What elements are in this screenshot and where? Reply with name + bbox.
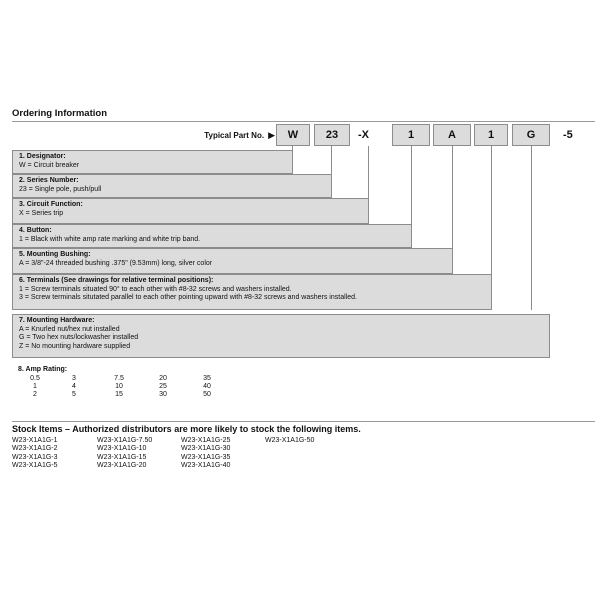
amp-rating-table xyxy=(18,375,230,399)
amp-value: 35 xyxy=(203,374,211,382)
terminals-row xyxy=(12,274,492,310)
stock-item: W23-X1A1G-30 xyxy=(181,445,231,453)
part-segment-amp: -5 xyxy=(563,129,573,141)
connector-line xyxy=(411,146,412,224)
designator-row xyxy=(12,150,293,174)
part-segment-bushing: A xyxy=(433,124,471,146)
part-segment-series: 23 xyxy=(314,124,350,146)
row-line: 23 = Single pole, push/pull xyxy=(19,185,102,193)
part-segment-designator: W xyxy=(276,124,310,146)
amp-value: 5 xyxy=(72,390,76,398)
part-segment-hardware: G xyxy=(512,124,550,146)
row-heading: 6. Terminals (See drawings for relative terminal positions): xyxy=(19,277,214,284)
amp-value: 3 xyxy=(72,374,76,382)
row-heading: 7. Mounting Hardware: xyxy=(19,317,95,324)
typical-part-label xyxy=(150,124,275,146)
amp-rating-heading: 8. Amp Rating: xyxy=(18,366,68,373)
section-title: Ordering Information xyxy=(12,108,107,119)
connector-line xyxy=(491,146,492,274)
circuit-function-row xyxy=(12,198,369,224)
stock-column xyxy=(265,437,314,445)
mounting-hardware-row xyxy=(12,314,550,358)
stock-column xyxy=(181,437,230,471)
right-arrow-icon: ▶ xyxy=(268,129,275,140)
typical-part-text: Typical Part No. xyxy=(204,130,265,140)
stock-item: W23-X1A1G-15 xyxy=(97,453,147,461)
row-line: Z = No mounting hardware supplied xyxy=(19,342,131,350)
stock-item: W23-X1A1G-50 xyxy=(265,437,315,444)
stock-item: W23-X1A1G-2 xyxy=(12,445,58,453)
mounting-bushing-row xyxy=(12,248,453,274)
stock-item: W23-X1A1G-1 xyxy=(12,437,58,444)
stock-title: Stock Items – Authorized distributors are more likely to stock the following items. xyxy=(12,424,361,434)
amp-row xyxy=(18,375,230,383)
button-row xyxy=(12,224,412,248)
connector-line xyxy=(452,146,453,248)
connector-line xyxy=(331,146,332,174)
row-line: 1 = Screw terminals situated 90° to each other with #8-32 screws and washers installed. xyxy=(19,285,292,293)
amp-value: 25 xyxy=(159,382,167,390)
row-line: A = 3/8"-24 threaded bushing .375" (9.53mm) long, silver color xyxy=(19,259,213,267)
row-line: W = Circuit breaker xyxy=(19,161,80,169)
amp-value: 50 xyxy=(203,390,211,398)
stock-item: W23-X1A1G-7.50 xyxy=(97,437,153,444)
amp-value: 7.5 xyxy=(114,374,124,382)
stock-item: W23-X1A1G-25 xyxy=(181,437,231,444)
part-segment-terminals: 1 xyxy=(474,124,508,146)
amp-rating-section xyxy=(18,366,230,399)
stock-item: W23-X1A1G-5 xyxy=(12,462,58,470)
row-line: A = Knurled nut/hex nut installed xyxy=(19,325,120,333)
amp-value: 30 xyxy=(159,390,167,398)
amp-value: 4 xyxy=(72,382,76,390)
amp-value: 15 xyxy=(115,390,123,398)
stock-item: W23-X1A1G-20 xyxy=(97,462,147,470)
connector-line xyxy=(531,146,532,310)
amp-value: 1 xyxy=(33,382,37,390)
amp-row xyxy=(18,391,230,399)
stock-item: W23-X1A1G-40 xyxy=(181,462,231,470)
amp-value: 20 xyxy=(159,374,167,382)
amp-value: 40 xyxy=(203,382,211,390)
amp-value: 0.5 xyxy=(30,374,40,382)
series-number-row xyxy=(12,174,332,198)
stock-item: W23-X1A1G-10 xyxy=(97,445,147,453)
amp-value: 2 xyxy=(33,390,37,398)
stock-column xyxy=(97,437,152,471)
amp-row xyxy=(18,383,230,391)
row-line: G = Two hex nuts/lockwasher installed xyxy=(19,334,139,341)
stock-rule xyxy=(12,421,595,422)
row-heading: 1. Designator: xyxy=(19,153,66,160)
row-line: 3 = Screw terminals situtated parallel to each other pointing upward with #8-32 screws and washers installed. xyxy=(19,294,357,301)
row-heading: 5. Mounting Bushing: xyxy=(19,251,91,258)
stock-item: W23-X1A1G-3 xyxy=(12,453,58,461)
part-segment-function: -X xyxy=(358,129,369,141)
title-rule xyxy=(12,121,595,122)
row-line: X = Series trip xyxy=(19,209,64,217)
stock-column xyxy=(12,437,58,471)
part-segment-button: 1 xyxy=(392,124,430,146)
connector-line xyxy=(368,146,369,198)
row-line: 1 = Black with white amp rate marking and white trip band. xyxy=(19,235,201,243)
row-heading: 3. Circuit Function: xyxy=(19,201,83,208)
stock-item: W23-X1A1G-35 xyxy=(181,453,231,461)
row-heading: 4. Button: xyxy=(19,227,52,234)
amp-value: 10 xyxy=(115,382,123,390)
row-heading: 2. Series Number: xyxy=(19,177,79,184)
